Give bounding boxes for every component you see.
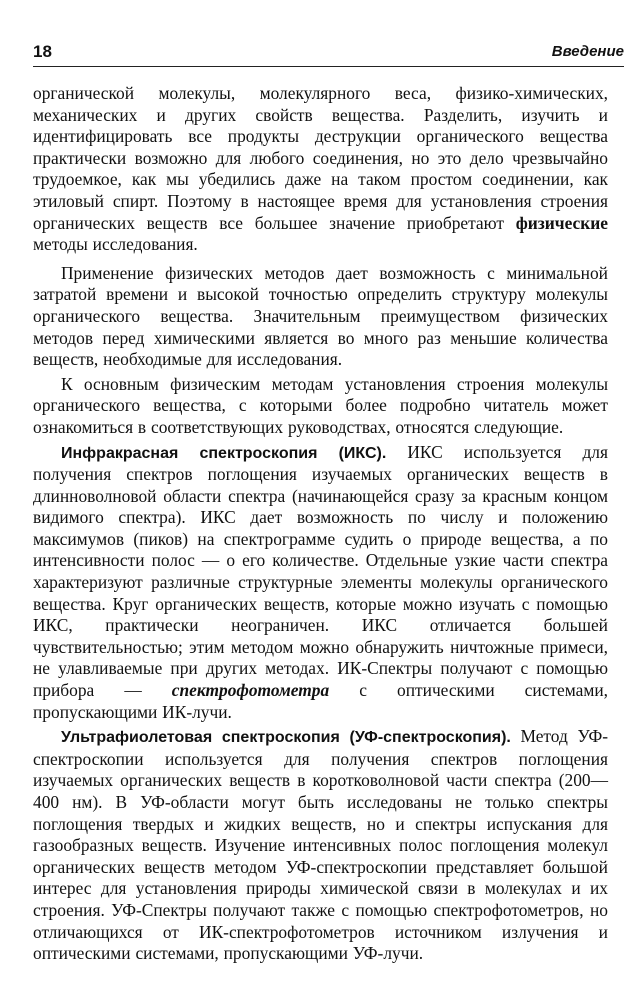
ir-text-end: с оптическими системами, пропускающими ИК-лучи. [33, 680, 609, 722]
heading-ir-spectroscopy: Инфракрасная спектроскопия (ИКС). [61, 444, 387, 462]
page-header [33, 42, 624, 67]
running-section-title: Введение [551, 43, 624, 60]
ir-text: ИКС используется для получения спектров поглощения изучаемых органических веществ в длинноволновой области спектра (начинающейся сразу за красным концом видимого спектра). ИКС дает возможность по числу и положению максимумов (пиков) на спектрограмме судить о природе вещества, а по интенсивности полос — о его количестве. Отдельные узкие части спектра характеризуют различные структурные элементы молекулы органического вещества. Круг органических веществ, которые можно изучать с помощью ИКС, практически неограничен. ИКС отличается большей чувствительностью; этим методом можно обнаружить ничтожные примеси, не улавливаемые при других методах. ИК-Спектры получают с помощью прибора — [33, 441, 608, 701]
emphasis-physical: физические [515, 212, 608, 233]
paragraph-text-end: методы исследования. [33, 234, 198, 255]
heading-uv-spectroscopy: Ультрафиолетовая спектроскопия (УФ-спектроскопия). [61, 729, 511, 747]
paragraph-ir-spectroscopy [33, 442, 608, 724]
page-body [33, 83, 608, 965]
term-spectrophotometer: спектрофотометра [171, 680, 330, 701]
paragraph-uv-spectroscopy [33, 726, 608, 965]
paragraph-methods-list-intro: К основным физическим методам установления строения молекулы органического вещества, с которыми более подробно читатель может ознакомиться в соответствующих руководствах, относятся следующие. [33, 373, 608, 437]
page-number: 18 [33, 42, 52, 61]
uv-text: Метод УФ-спектроскопии используется для получения спектров поглощения изучаемых органических веществ в коротковолновой части спектра (200—400 нм). В УФ-области могут быть исследованы не только спектры поглощения твердых и жидких веществ, но и спектры испускания для газообразных веществ. Изучение интенсивных полос поглощения молекул органических веществ методом УФ-спектроскопии представляет большой интерес для установления природы химической связи в молекулах и их строения. УФ-Спектры получают также с помощью спектрофотометров, но отличающихся от ИК-спектрофотометров источником излучения и оптическими системами, пропускающими УФ-лучи. [33, 726, 608, 964]
paragraph-text: органической молекулы, молекулярного веса, физико-химических, механических и других свойств вещества. Разделить, изучить и идентифицировать все продукты деструкции органического вещества практически возможно для любого соединения, но это дело чрезвычайно трудоемкое, как мы убедились даже на таком простом соединении, как этиловый спирт. Поэтому в настоящее время для установления строения органических веществ все большее значение приобретают [33, 83, 608, 233]
paragraph-continuation [33, 83, 608, 256]
paragraph-physical-methods: Применение физических методов дает возможность с минимальной затратой времени и высокой точностью определить структуру молекулы органического вещества. Значительным преимуществом физических методов перед химическими является во много раз меньшие количества веществ, необходимые для исследования. [33, 262, 608, 370]
